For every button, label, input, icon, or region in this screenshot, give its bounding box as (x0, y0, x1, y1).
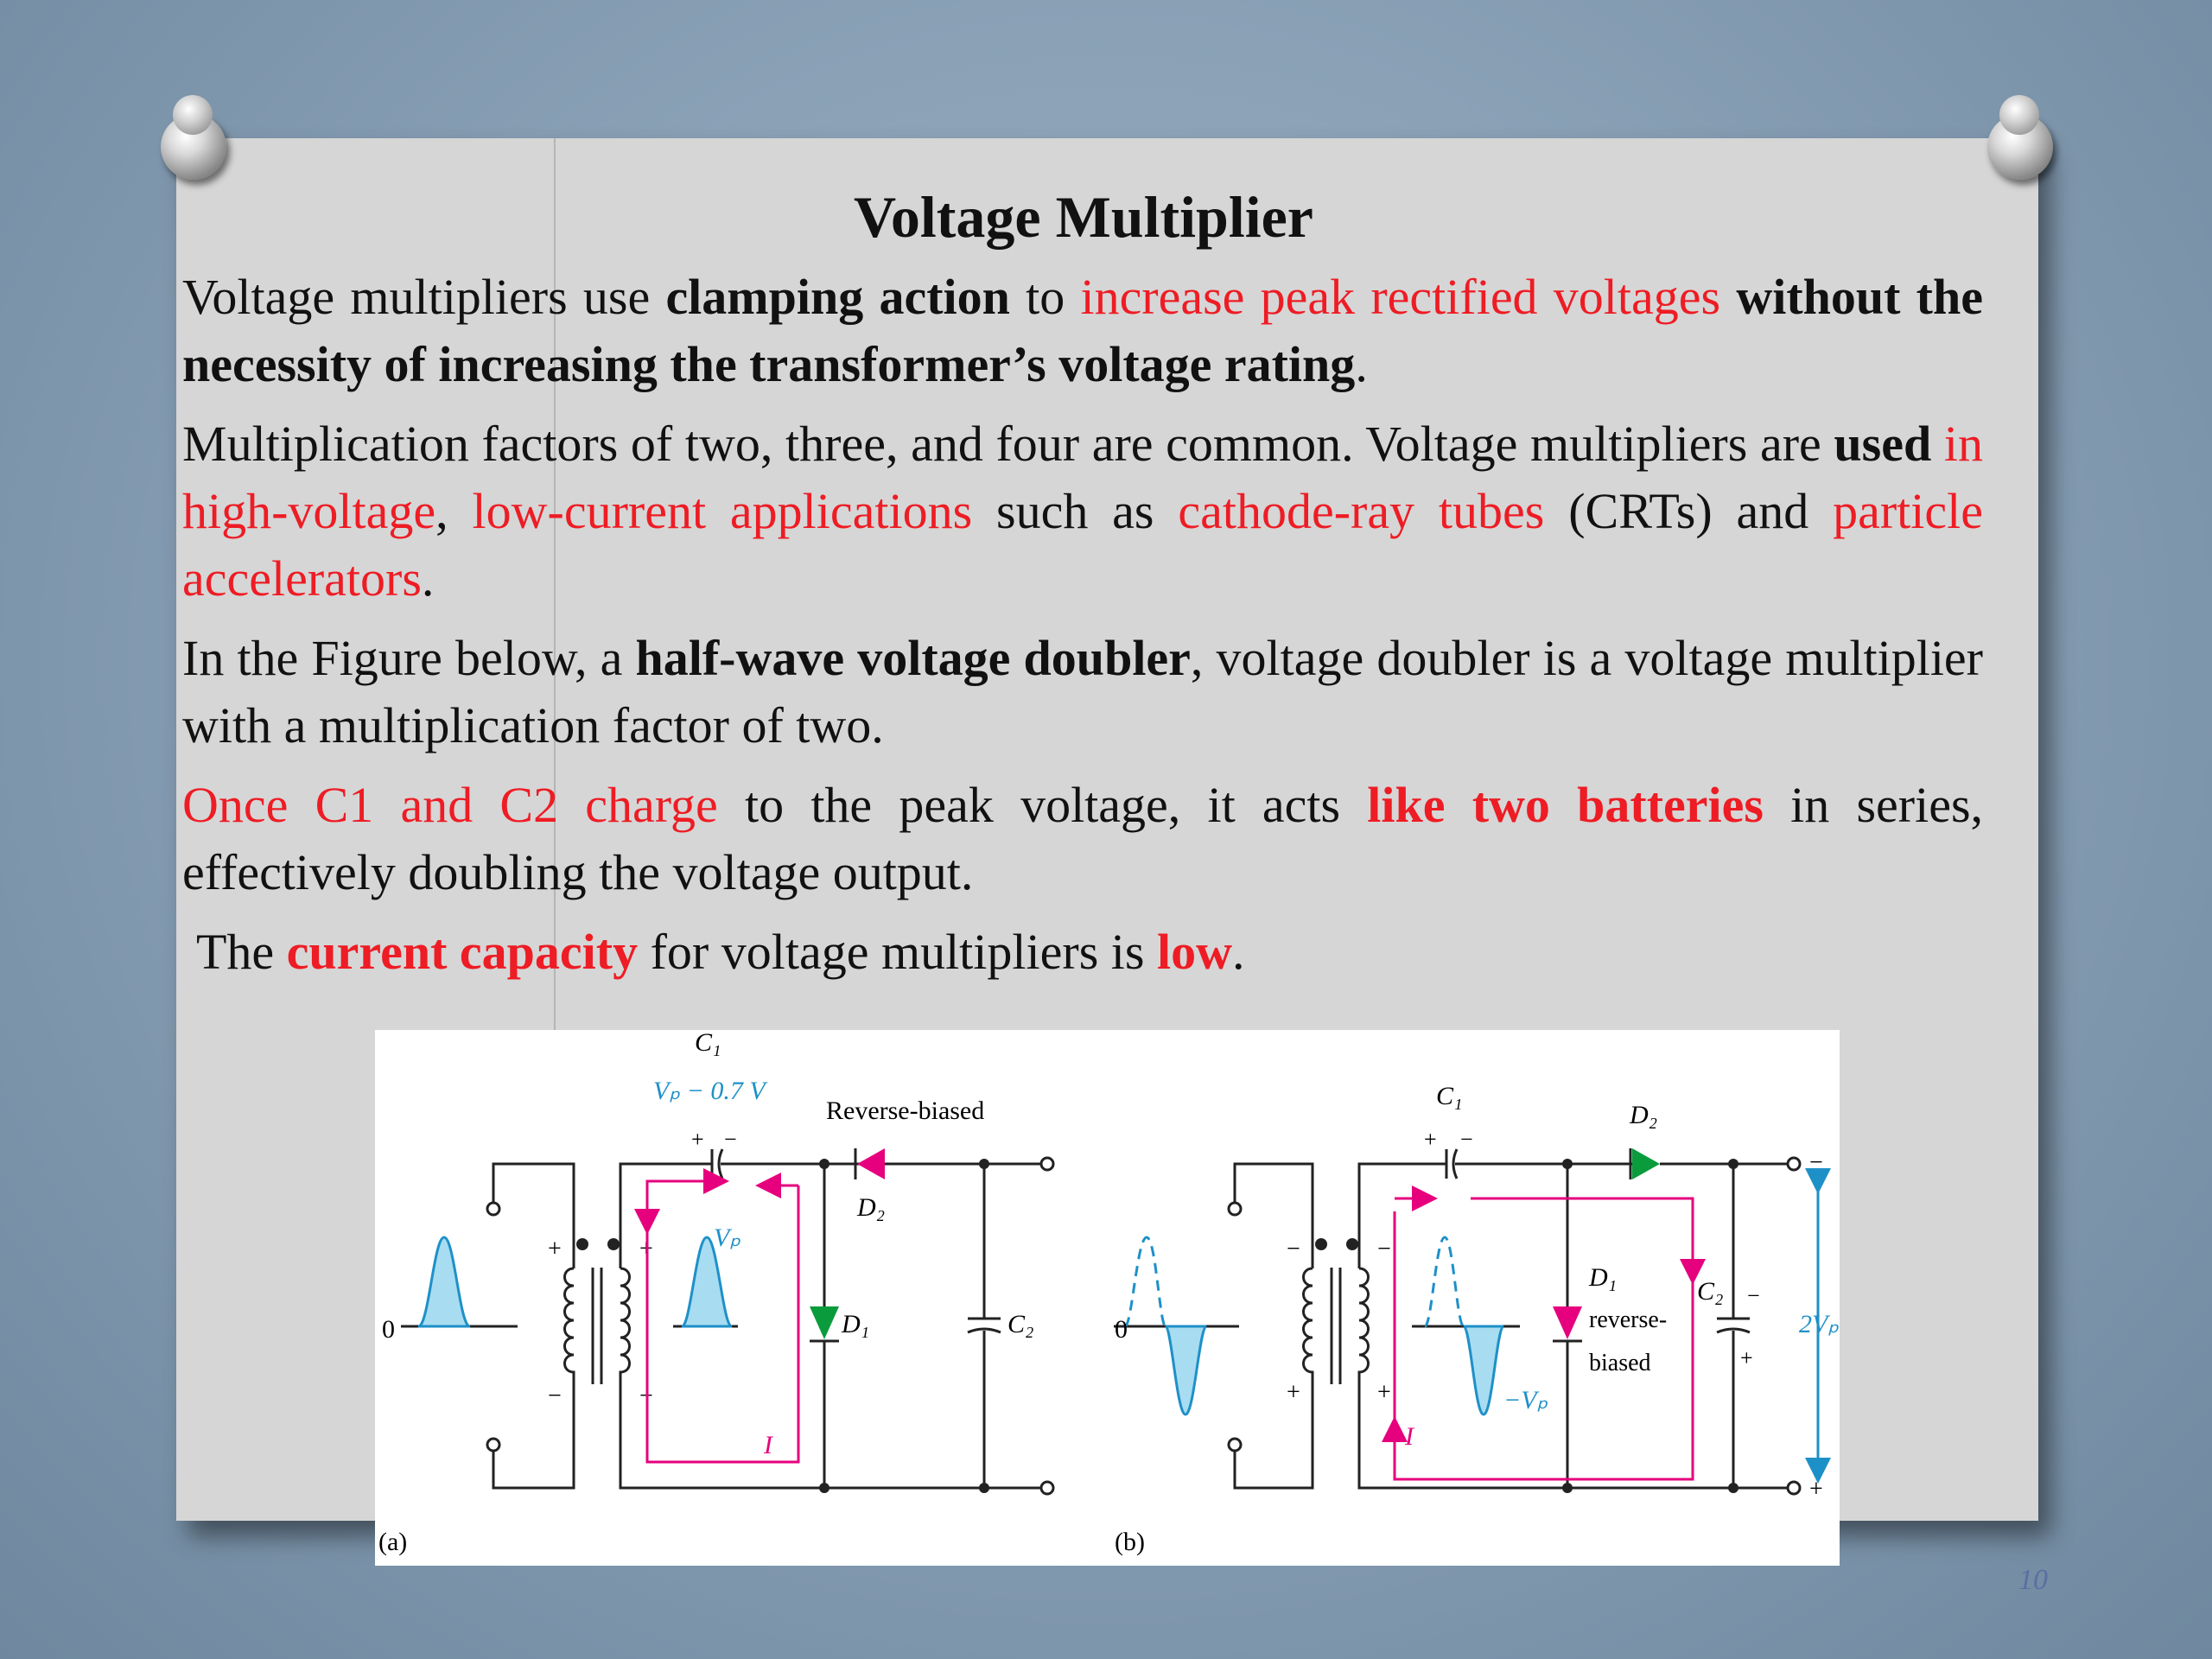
diode-d1 (1553, 1306, 1582, 1339)
transformer-b (1304, 1268, 1369, 1384)
input-positive-half (1125, 1237, 1166, 1326)
c1-label: C₁ (695, 1030, 721, 1057)
text-run: to the peak voltage, it acts (717, 777, 1368, 833)
polarity-label: − (1809, 1149, 1823, 1176)
input-terminal (1229, 1203, 1241, 1215)
circuit-diagram (375, 1030, 1840, 1566)
text-run-bold: without the necessity of increasing the transformer’s voltage rating (182, 269, 1983, 392)
polarity-label: + (1740, 1345, 1753, 1370)
c2-label: C₂ (1007, 1310, 1034, 1338)
text-run (1720, 269, 1736, 325)
polarity-label: + (1377, 1379, 1391, 1406)
d1-label: D₁ (1589, 1263, 1618, 1292)
diode-d1 (810, 1306, 839, 1339)
output-terminal (1788, 1158, 1800, 1170)
output-terminal (1788, 1482, 1800, 1494)
d2-label: D₂ (1630, 1101, 1658, 1129)
text-run: The (196, 924, 287, 980)
circuit-figure (375, 1030, 1840, 1566)
polarity-label: + (548, 1236, 562, 1262)
text-run-red: low-current applications (472, 483, 973, 539)
output-terminal (1041, 1158, 1053, 1170)
text-run-red: Once C1 and C2 charge (182, 777, 718, 833)
text-run: . (1355, 336, 1368, 392)
c2-label: C₂ (1697, 1277, 1724, 1306)
diode-d2 (857, 1148, 885, 1179)
circuit-a (378, 1030, 1053, 1556)
current-loop-b (1395, 1198, 1693, 1479)
circuit-b (1114, 1082, 1839, 1556)
paragraph-5 (182, 918, 1983, 986)
polarity-label: − (1747, 1283, 1760, 1308)
d1-note-line1: reverse- (1589, 1306, 1668, 1333)
c1-voltage-label: Vₚ − 0.7 V (653, 1077, 766, 1105)
secondary-negative-half (1464, 1326, 1503, 1414)
polarity-label: − (639, 1382, 653, 1409)
text-run-red-bold: low (1156, 924, 1232, 980)
d1-note-line2: biased (1589, 1350, 1651, 1376)
c1-label: C₁ (1436, 1082, 1463, 1110)
paragraph-3 (182, 625, 1983, 760)
text-run-red-bold: current capacity (286, 924, 639, 980)
d2-label: D₂ (857, 1193, 886, 1222)
input-negative-half (1166, 1326, 1206, 1414)
transformer-a (565, 1268, 630, 1384)
polarity-label: + (691, 1127, 704, 1152)
polarity-label: − (548, 1382, 562, 1409)
caption-a: (a) (378, 1528, 408, 1556)
paragraph-4 (182, 772, 1983, 906)
paragraph-1 (182, 264, 1983, 398)
zero-label: 0 (382, 1315, 395, 1344)
text-run: . (1231, 924, 1245, 980)
text-run-red: cathode-ray tubes (1178, 483, 1545, 539)
input-terminal (1229, 1439, 1241, 1451)
output-terminal (1041, 1482, 1053, 1494)
current-label: I (1405, 1422, 1414, 1451)
diode-d2 (1632, 1148, 1660, 1179)
pushpin-right-icon (1987, 114, 2053, 180)
text-run: for voltage multipliers is (638, 924, 1157, 980)
polarity-label: − (1377, 1236, 1391, 1262)
text-run: , (435, 483, 473, 539)
reverse-biased-label: Reverse-biased (826, 1096, 985, 1125)
polarity-label: − (1287, 1236, 1300, 1262)
polarity-label: + (1287, 1379, 1300, 1406)
slide-title: Voltage Multiplier (854, 184, 1313, 250)
polarity-label: + (1809, 1476, 1823, 1503)
text-run: in series, effectively doubling the voltage output. (182, 777, 1984, 900)
page-number: 10 (2018, 1564, 2048, 1596)
text-run (1931, 416, 1944, 472)
text-run-red: in high-voltage (182, 416, 1983, 539)
polarity-label: + (639, 1236, 653, 1262)
output-2vp-label: 2Vₚ (1799, 1310, 1840, 1338)
paragraph-2 (182, 410, 1983, 613)
polarity-label: − (724, 1127, 737, 1152)
text-run-bold: clamping action (665, 269, 1010, 325)
polarity-label: − (1460, 1127, 1473, 1152)
text-run-bold: half-wave voltage doubler (635, 630, 1191, 686)
polarity-label: + (1424, 1127, 1437, 1152)
text-run-red: increase peak rectified voltages (1080, 269, 1721, 325)
pushpin-left-icon (161, 114, 226, 180)
input-terminal (487, 1439, 499, 1451)
text-run-red: particle accelerators (182, 483, 1983, 607)
text-run-bold: used (1834, 416, 1932, 472)
d1-label: D₁ (842, 1310, 870, 1338)
zero-label: 0 (1115, 1315, 1128, 1344)
neg-vp-label: −Vₚ (1503, 1386, 1548, 1414)
text-run: . (421, 550, 435, 607)
text-run: to (1009, 269, 1081, 325)
input-terminal (487, 1203, 499, 1215)
current-label: I (764, 1431, 772, 1459)
caption-b: (b) (1115, 1528, 1145, 1556)
text-run: such as (972, 483, 1179, 539)
text-run: (CRTs) and (1544, 483, 1834, 539)
text-run: Voltage multipliers use (182, 269, 666, 325)
text-run-red-bold: like two batteries (1367, 777, 1764, 833)
input-half-wave (418, 1237, 470, 1326)
text-run: , voltage doubler is a voltage multiplier with a multiplication factor of two. (182, 630, 1983, 753)
slide-body (182, 264, 1983, 998)
text-run: In the Figure below, a (182, 630, 636, 686)
text-run: Multiplication factors of two, three, and four are common. Voltage multipliers are (182, 416, 1834, 472)
vp-label: Vₚ (714, 1224, 741, 1252)
